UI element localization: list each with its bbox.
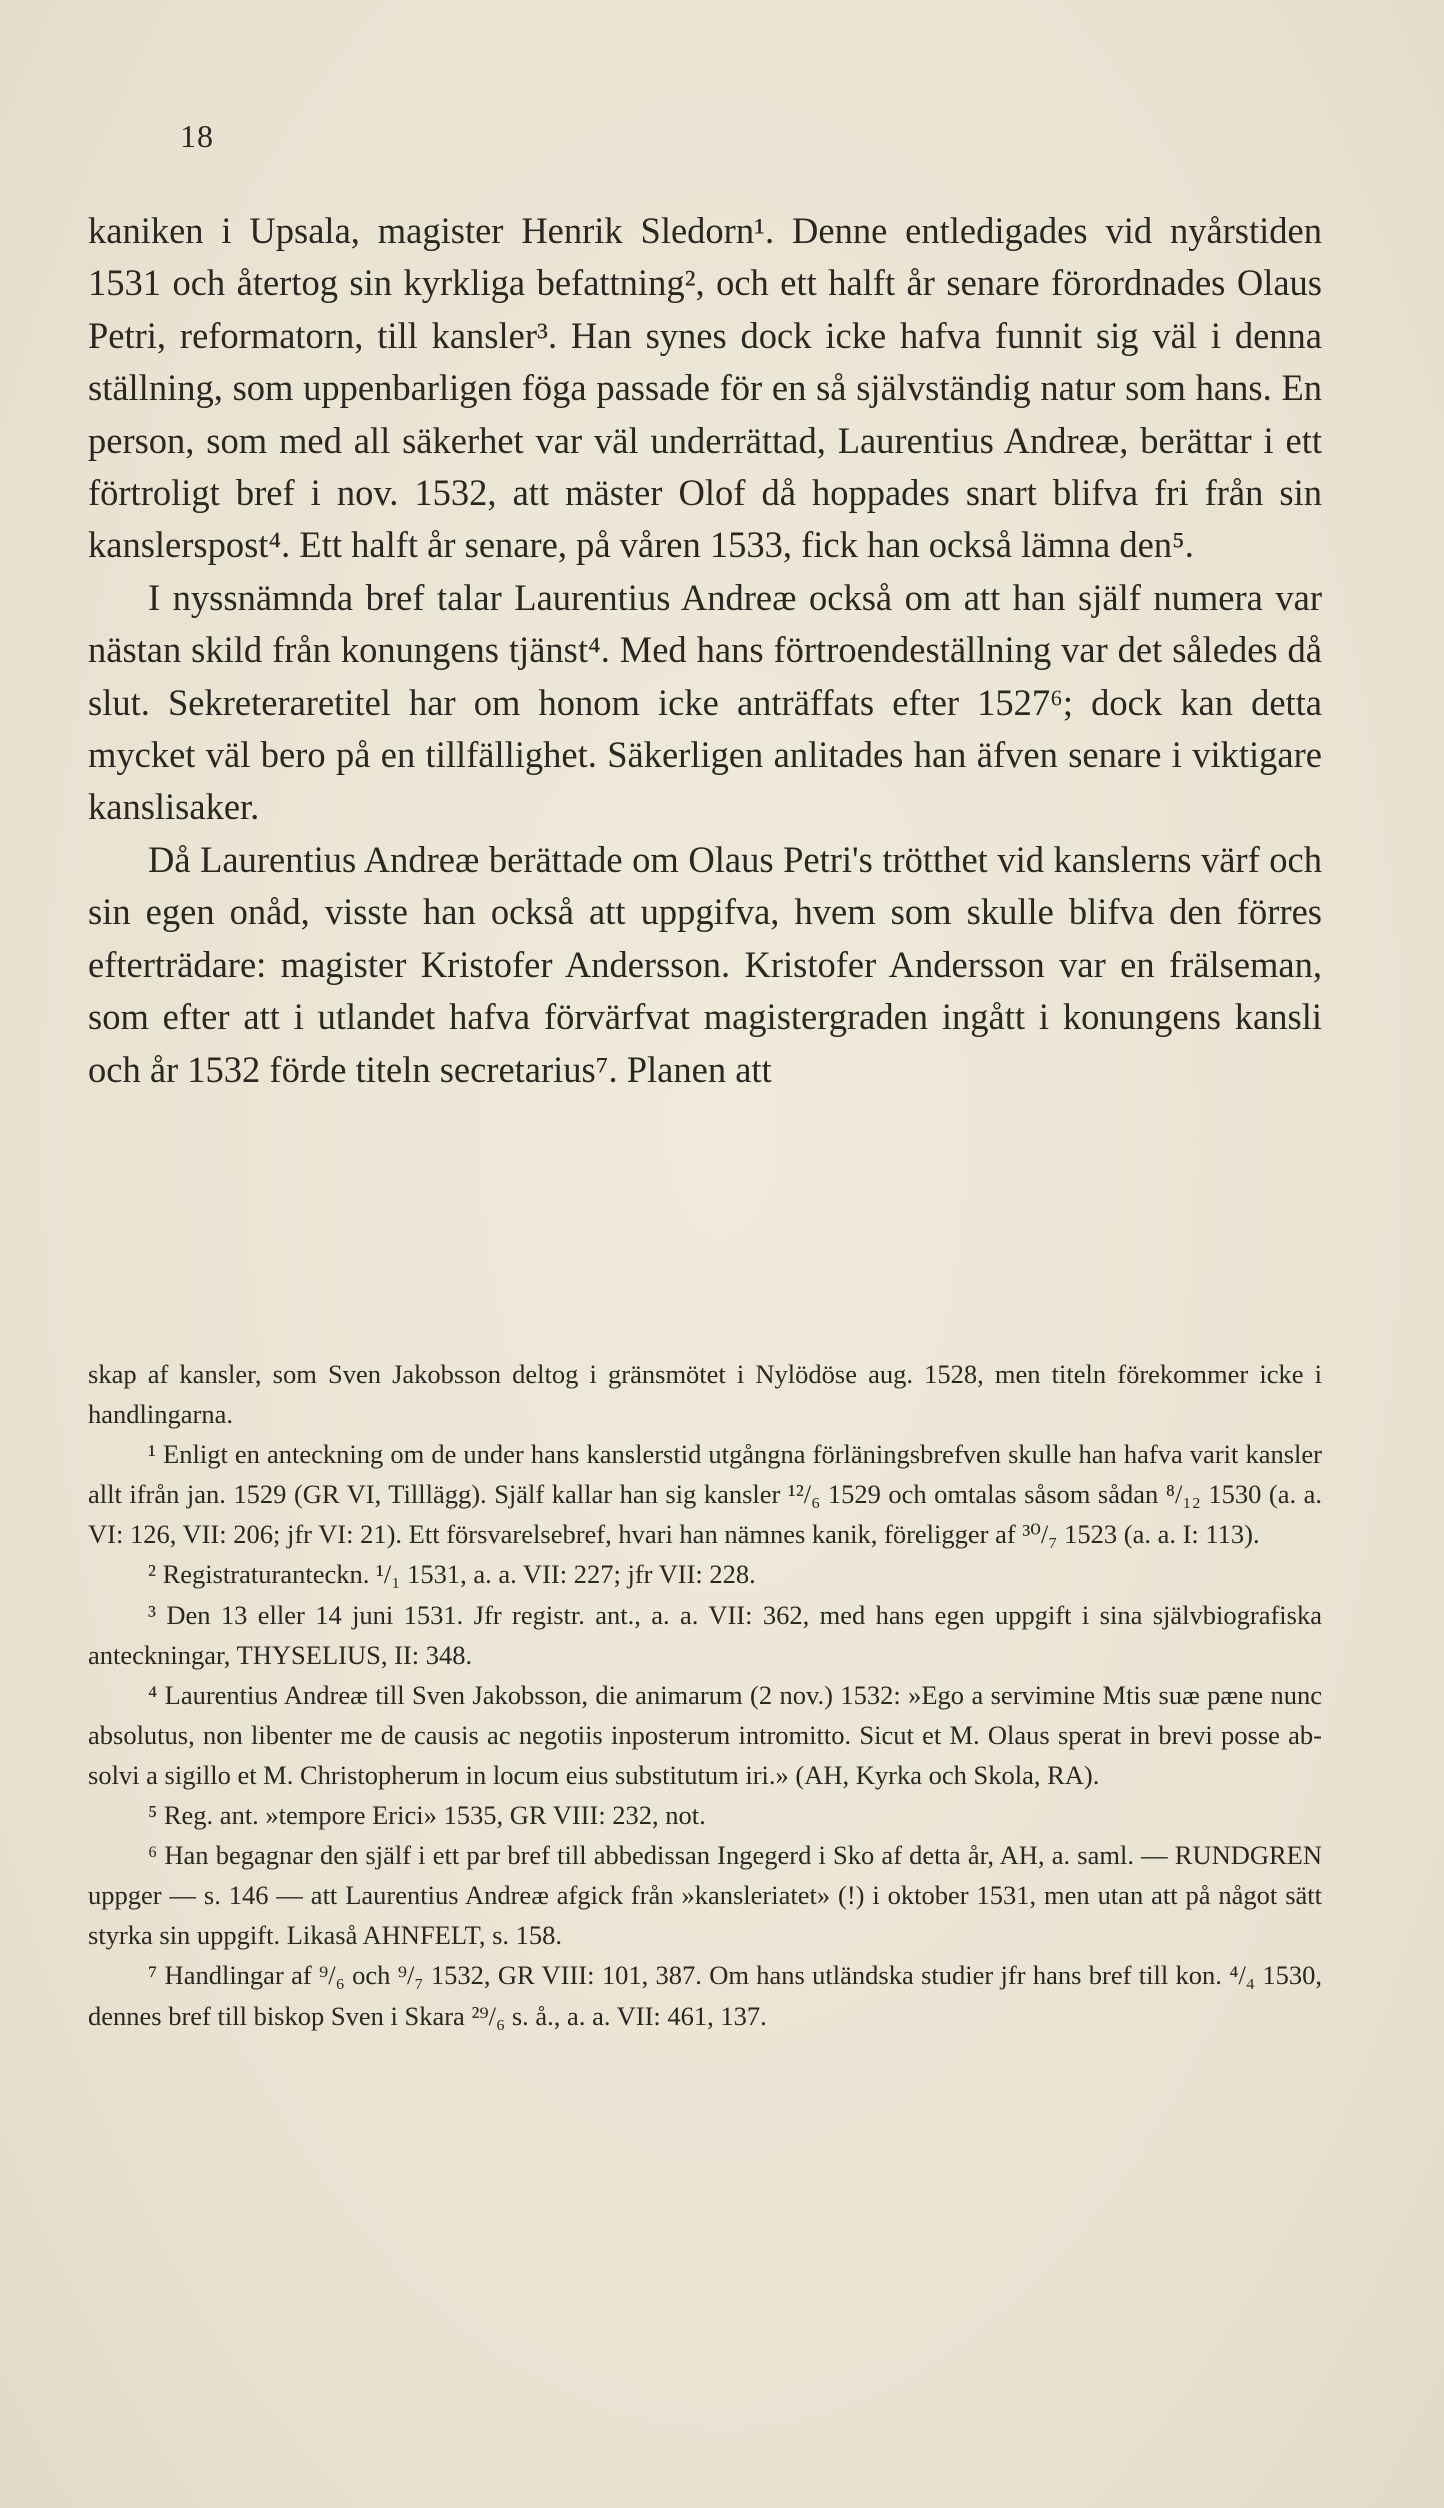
page-number: 18 bbox=[180, 118, 214, 154]
paragraph-2: I nyssnämnda bref talar Laurentius Andreæ också om att han själf numera var nästan skild från konungens tjänst⁴. Med hans förtroendeställning var det således då slut. Sekreteraretitel har om honom icke anträffats efter 1527⁶; dock kan detta mycket väl bero på en tillfällighet. Säkerligen anlitades han äfven senare i viktigare kanslisaker. bbox=[88, 576, 1322, 828]
footnote-2: ² Registraturanteckn. ¹/₁ 1531, a. a. VII: 227; jfr VII: 228. bbox=[148, 1559, 756, 1590]
paragraph-1: kaniken i Upsala, magister Henrik Sledorn¹. Denne entledigades vid nyårstiden 1531 och återtog sin kyrkliga befattning², och ett halft år senare förordnades Olaus Petri, reformatorn, till kansler³. Han synes dock icke hafva funnit sig väl i denna ställning, som uppenbarligen föga passade för en så självständig natur som hans. En person, som med all säkerhet var väl underrättad, Laurentius Andreæ, berättar i ett förtroligt bref i nov. 1532, att mäster Olof då hoppades snart blifva fri från sin kanslerspost⁴. Ett halft år senare, på våren 1533, fick han också lämna den⁵. bbox=[88, 210, 1322, 566]
footnote-7: ⁷ Handlingar af ⁹/₆ och ⁹/₇ 1532, GR VIII: 101, 387. Om hans utländska studier jfr hans bref till kon. ⁴/₄ 1530, dennes bref till biskop Sven i Skara ²⁹/₆ s. å., a. a. VII: 461, 137. bbox=[88, 1960, 1322, 2031]
main-text bbox=[88, 205, 1322, 1096]
footnote-4: ⁴ Laurentius Andreæ till Sven Jakobsson, die animarum (2 nov.) 1532: »Ego a servimine Mtis suæ pæne nunc absolutus, non libenter me de causis ac negotiis inposterum intromitto. Sicut et M. Olaus sperat in brevi posse absolvi a sigillo et M. Christopherum in locum eius substitutum iri.» (AH, Kyrka och Skola, RA). bbox=[88, 1679, 1322, 1790]
footnote-continuation: skap af kansler, som Sven Jakobsson deltog i gränsmötet i Nylödöse aug. 1528, men titeln förekommer icke i handlingarna. bbox=[88, 1359, 1322, 1430]
footnote-6: ⁶ Han begagnar den själf i ett par bref till abbedissan Ingegerd i Sko af detta år, AH, a. saml. — RUNDGREN uppger — s. 146 — att Laurentius Andreæ afgick från »kansleriatet» (!) i oktober 1531, men utan att på något sätt styrka sin uppgift. Likaså AHNFELT, s. 158. bbox=[88, 1840, 1322, 1951]
footnote-3: ³ Den 13 eller 14 juni 1531. Jfr registr. ant., a. a. VII: 362, med hans egen uppgift i sina självbiografiska anteckningar, THYSELIUS, II: 348. bbox=[88, 1599, 1322, 1670]
footnote-1: ¹ Enligt en anteckning om de under hans kanslerstid utgångna förläningsbrefven skulle han hafva varit kansler allt ifrån jan. 1529 (GR VI, Tilllägg). Själf kallar han sig kansler ¹²/₆ 1529 och omtalas såsom sådan ⁸/₁₂ 1530 (a. a. VI: 126, VII: 206; jfr VI: 21). Ett försvarelsebref, hvari han nämnes kanik, föreligger af ³⁰/₇ 1523 (a. a. I: 113). bbox=[88, 1439, 1322, 1550]
footnotes bbox=[88, 1354, 1322, 2036]
footnote-5: ⁵ Reg. ant. »tempore Erici» 1535, GR VIII: 232, not. bbox=[148, 1800, 706, 1831]
paragraph-3: Då Laurentius Andreæ berättade om Olaus Petri's trötthet vid kanslerns värf och sin egen onåd, visste han också att uppgifva, hvem som skulle blifva den förres efterträdare: magister Kristofer Andersson. Kristofer Andersson var en frälseman, som efter att i utlandet hafva förvärfvat magistergraden ingått i konungens kansli och år 1532 förde titeln secretarius⁷. Planen att bbox=[88, 838, 1322, 1090]
